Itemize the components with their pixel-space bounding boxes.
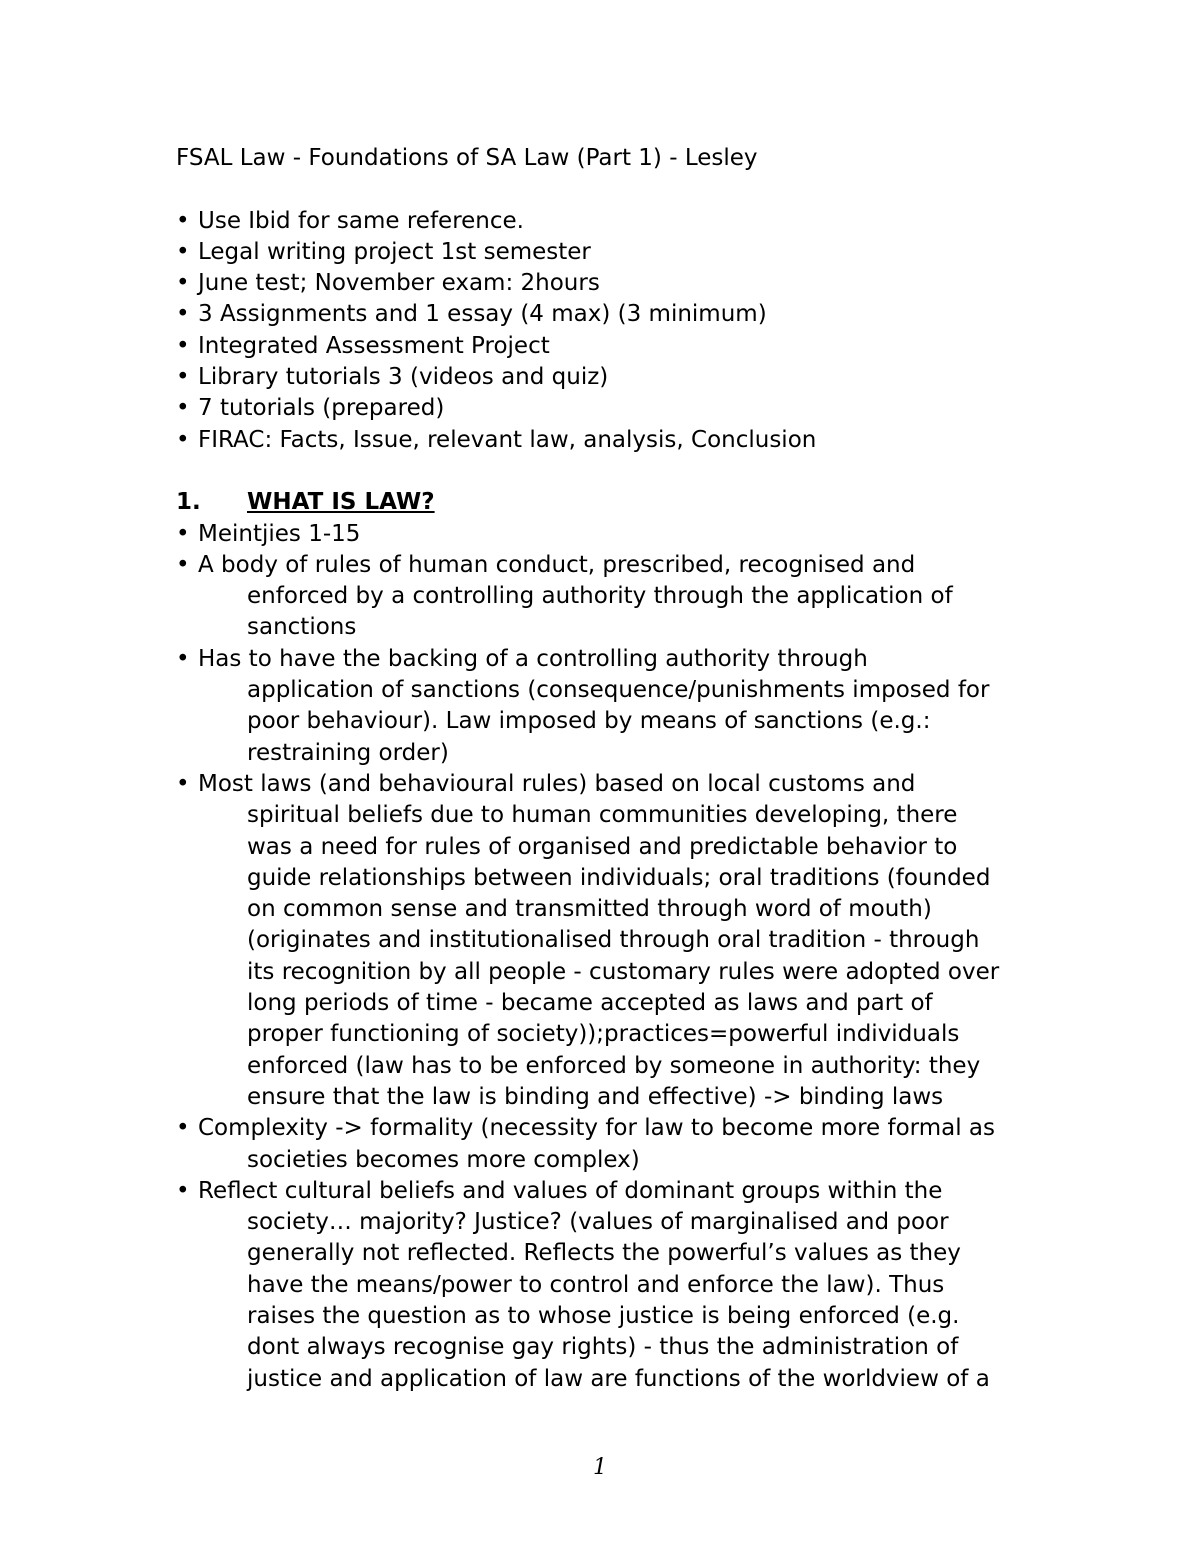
bullet-icon: • — [176, 364, 190, 391]
list-item — [176, 425, 1036, 456]
list-item-first-line — [176, 1176, 1036, 1207]
list-item — [176, 644, 1036, 769]
list-item-continuation: dont always recognise gay rights) - thus the administration of — [247, 1334, 959, 1361]
section-title: WHAT IS LAW? — [247, 489, 435, 516]
document-title: FSAL Law - Foundations of SA Law (Part 1) - Lesley — [176, 145, 758, 171]
list-item-continuation: poor behaviour). Law imposed by means of sanctions (e.g.: — [247, 708, 931, 735]
list-item — [176, 237, 1036, 268]
list-item-continuation: sanctions — [247, 614, 357, 641]
list-item-continuation: ensure that the law is binding and effective) -> binding laws — [247, 1083, 944, 1110]
list-item-first-line — [176, 644, 1036, 675]
list-item — [176, 299, 1036, 330]
intro-list — [176, 206, 1036, 456]
list-item-continuation: have the means/power to control and enforce the law). Thus — [247, 1271, 945, 1298]
list-item-text: Integrated Assessment Project — [198, 332, 550, 359]
list-item-continuation: generally not reflected. Reflects the powerful’s values as they — [247, 1240, 961, 1267]
list-item-continuation: justice and application of law are functions of the worldview of a — [247, 1365, 990, 1392]
section-number: 1. — [176, 489, 201, 516]
bullet-icon: • — [176, 1177, 190, 1204]
list-item-text: Use Ibid for same reference. — [198, 207, 524, 234]
list-item — [176, 393, 1036, 424]
list-item-first-line — [176, 769, 1036, 800]
list-item-continuation: societies becomes more complex) — [247, 1146, 640, 1173]
bullet-icon: • — [176, 770, 190, 797]
list-item-text: Complexity -> formality (necessity for law to become more formal as — [198, 1115, 995, 1142]
list-item-continuation: restraining order) — [247, 739, 449, 766]
list-item-continuation: application of sanctions (consequence/punishments imposed for — [247, 677, 990, 704]
list-item-text: Legal writing project 1st semester — [198, 238, 591, 265]
list-item-text: Library tutorials 3 (videos and quiz) — [198, 364, 609, 391]
list-item-text: A body of rules of human conduct, prescribed, recognised and — [198, 551, 916, 578]
list-item-continuation: long periods of time - became accepted as laws and part of — [247, 990, 933, 1017]
bullet-icon: • — [176, 395, 190, 422]
list-item-first-line — [176, 519, 1036, 550]
section-list — [176, 519, 1036, 1395]
list-item — [176, 362, 1036, 393]
list-item-text: Has to have the backing of a controlling authority through — [198, 645, 868, 672]
list-item — [176, 769, 1036, 1113]
bullet-icon: • — [176, 238, 190, 265]
list-item — [176, 550, 1036, 644]
bullet-icon: • — [176, 551, 190, 578]
bullet-icon: • — [176, 270, 190, 297]
list-item — [176, 519, 1036, 550]
list-item-text: Most laws (and behavioural rules) based on local customs and — [198, 770, 916, 797]
section-heading — [176, 487, 1036, 518]
list-item-first-line — [176, 550, 1036, 581]
list-item-first-line — [176, 1113, 1036, 1144]
list-item-continuation: raises the question as to whose justice is being enforced (e.g. — [247, 1302, 960, 1329]
list-item-continuation: guide relationships between individuals; oral traditions (founded — [247, 864, 991, 891]
list-item — [176, 206, 1036, 237]
list-item — [176, 1176, 1036, 1395]
list-item-continuation: (originates and institutionalised through oral tradition - through — [247, 927, 980, 954]
bullet-icon: • — [176, 207, 190, 234]
blank-line — [176, 456, 1036, 487]
list-item-text: FIRAC: Facts, Issue, relevant law, analysis, Conclusion — [198, 426, 817, 453]
bullet-icon: • — [176, 426, 190, 453]
bullet-icon: • — [176, 645, 190, 672]
document-body — [176, 143, 1036, 1395]
list-item-text: Reflect cultural beliefs and values of dominant groups within the — [198, 1177, 943, 1204]
list-item-text: 7 tutorials (prepared) — [198, 395, 445, 422]
list-item-continuation: proper functioning of society));practices=powerful individuals — [247, 1021, 960, 1048]
bullet-icon: • — [176, 1115, 190, 1142]
page-number: 1 — [593, 1455, 607, 1480]
list-item — [176, 331, 1036, 362]
list-item-continuation: was a need for rules of organised and predictable behavior to — [247, 833, 958, 860]
list-item — [176, 268, 1036, 299]
bullet-icon: • — [176, 520, 190, 547]
list-item-continuation: on common sense and transmitted through word of mouth) — [247, 896, 932, 923]
list-item-continuation: enforced by a controlling authority through the application of — [247, 583, 953, 610]
bullet-icon: • — [176, 332, 190, 359]
list-item-text: June test; November exam: 2hours — [198, 270, 600, 297]
list-item-continuation: society… majority? Justice? (values of marginalised and poor — [247, 1209, 949, 1236]
list-item-continuation: spiritual beliefs due to human communities developing, there — [247, 802, 958, 829]
list-item-continuation: its recognition by all people - customary rules were adopted over — [247, 958, 1000, 985]
list-item — [176, 1113, 1036, 1176]
list-item-text: 3 Assignments and 1 essay (4 max) (3 minimum) — [198, 301, 767, 328]
bullet-icon: • — [176, 301, 190, 328]
list-item-text: Meintjies 1-15 — [198, 520, 361, 547]
list-item-continuation: enforced (law has to be enforced by someone in authority: they — [247, 1052, 981, 1079]
